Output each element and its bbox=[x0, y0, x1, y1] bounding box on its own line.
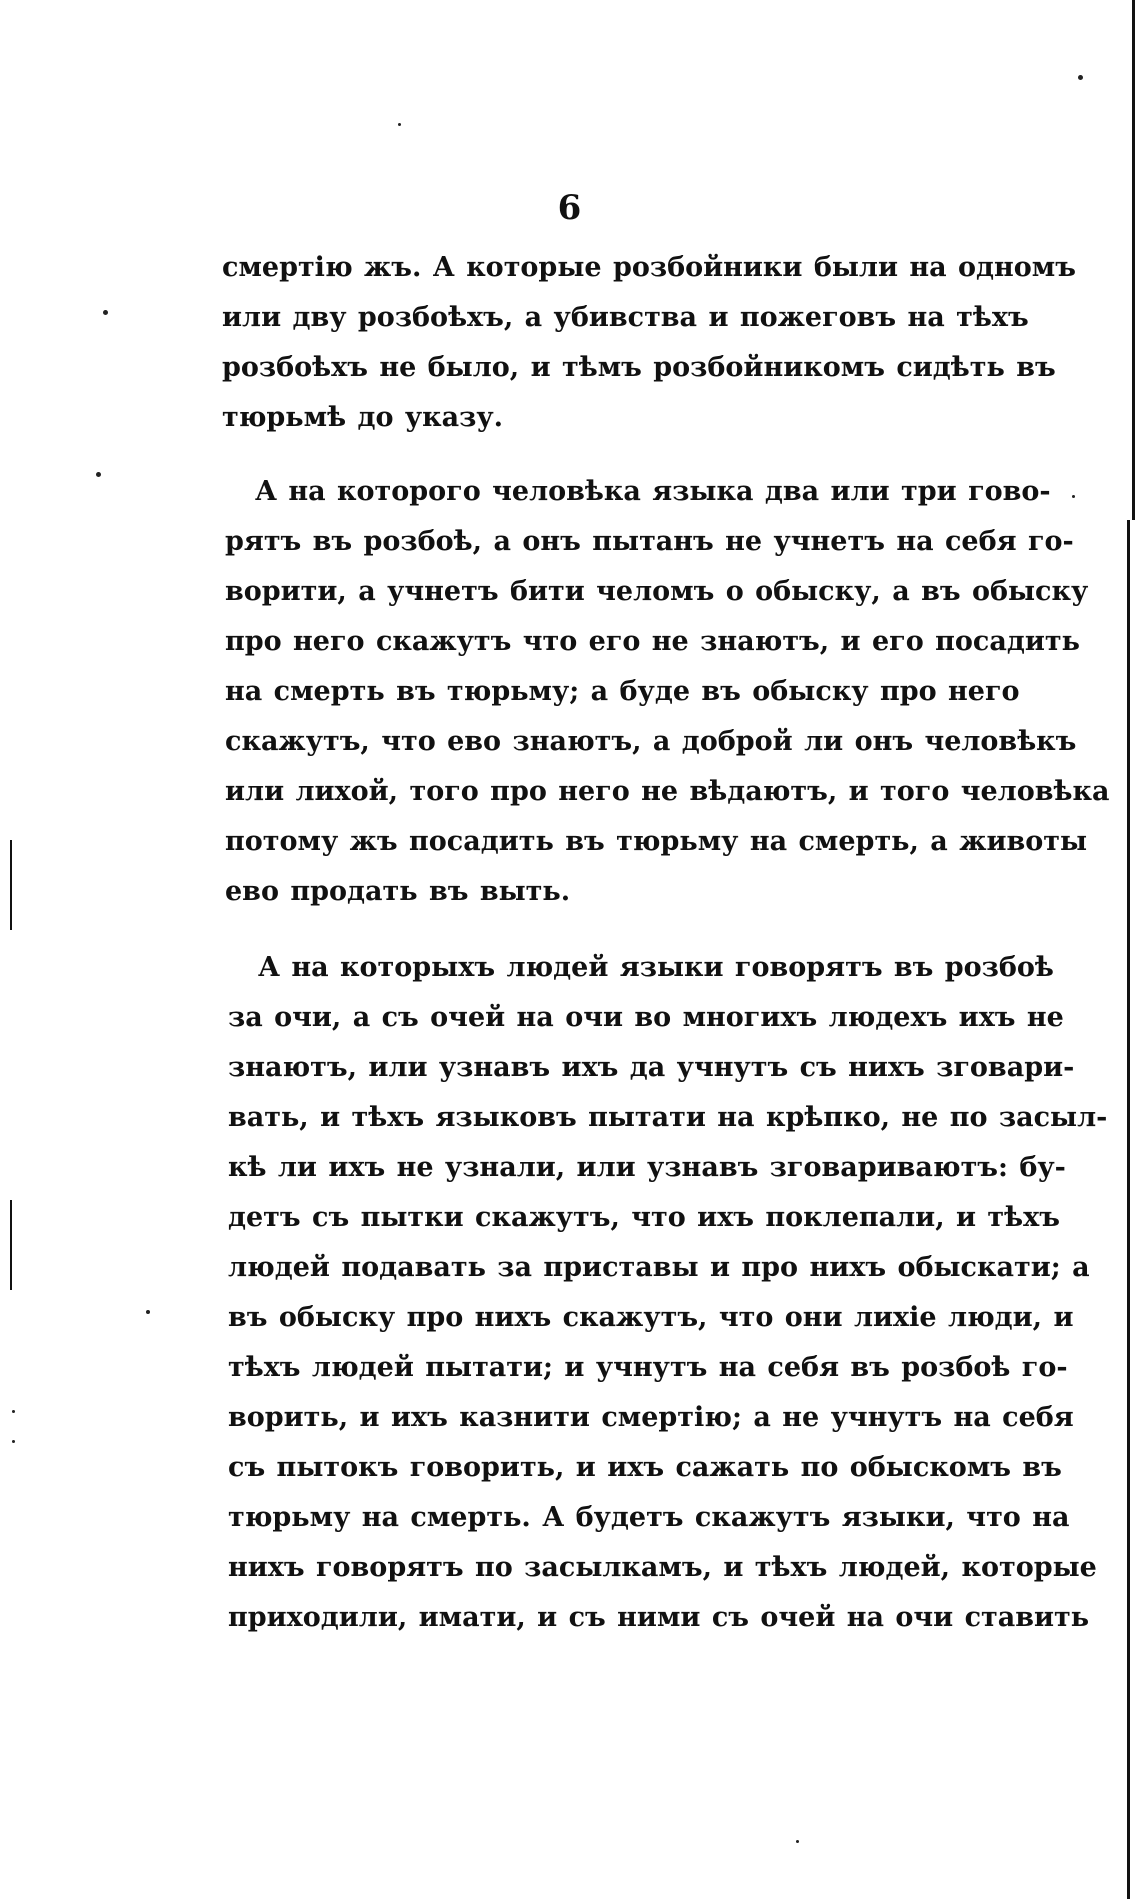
scan-speck bbox=[146, 1310, 150, 1314]
scan-speck bbox=[12, 1440, 15, 1443]
text-line: А на которого человѣка языка два или три гово- bbox=[255, 476, 1051, 507]
text-line: съ пытокъ говорить, и ихъ сажать по обыскомъ въ bbox=[228, 1452, 1062, 1483]
text-line: вать, и тѣхъ языковъ пытати на крѣпко, не по засыл- bbox=[228, 1102, 1108, 1133]
text-line: людей подавать за приставы и про нихъ обыскати; а bbox=[228, 1252, 1090, 1283]
text-line: или лихой, того про него не вѣдаютъ, и того человѣка bbox=[225, 776, 1110, 807]
scan-speck bbox=[398, 123, 401, 126]
text-line: или дву розбоѣхъ, а убивства и пожеговъ на тѣхъ bbox=[222, 302, 1029, 333]
binding-edge bbox=[1132, 0, 1135, 520]
text-line: тѣхъ людей пытати; и учнутъ на себя въ розбоѣ го- bbox=[228, 1352, 1068, 1383]
text-line: тюрьмѣ до указу. bbox=[222, 402, 504, 433]
text-line: ево продать въ выть. bbox=[225, 876, 571, 907]
text-line: потому жъ посадить въ тюрьму на смерть, а животы bbox=[225, 826, 1088, 857]
scan-speck bbox=[1072, 495, 1075, 498]
text-line: ворити, а учнетъ бити челомъ о обыску, а въ обыску bbox=[225, 576, 1089, 607]
text-line: скажутъ, что ево знаютъ, а доброй ли онъ человѣкъ bbox=[225, 726, 1077, 757]
scan-speck bbox=[103, 310, 108, 315]
text-line: розбоѣхъ не было, и тѣмъ розбойникомъ сидѣть въ bbox=[222, 352, 1056, 383]
text-line: рятъ въ розбоѣ, а онъ пытанъ не учнетъ на себя го- bbox=[225, 526, 1074, 557]
scan-speck bbox=[1078, 75, 1083, 80]
text-line: знаютъ, или узнавъ ихъ да учнутъ съ нихъ зговари- bbox=[228, 1052, 1075, 1083]
margin-mark bbox=[10, 840, 12, 930]
text-line: А на которыхъ людей языки говорятъ въ розбоѣ bbox=[258, 952, 1054, 983]
text-line: нихъ говорятъ по засылкамъ, и тѣхъ людей, которые bbox=[228, 1552, 1097, 1583]
margin-mark bbox=[10, 1200, 12, 1290]
text-line: за очи, а съ очей на очи во многихъ людехъ ихъ не bbox=[228, 1002, 1064, 1033]
text-line: смертію жъ. А которые розбойники были на одномъ bbox=[222, 252, 1076, 283]
text-line: на смерть въ тюрьму; а буде въ обыску про него bbox=[225, 676, 1020, 707]
scan-speck bbox=[12, 1410, 15, 1413]
scan-speck bbox=[796, 1840, 799, 1843]
text-line: тюрьму на смерть. А будетъ скажутъ языки, что на bbox=[228, 1502, 1070, 1533]
text-line: детъ съ пытки скажутъ, что ихъ поклепали, и тѣхъ bbox=[228, 1202, 1060, 1233]
scan-speck bbox=[96, 472, 101, 477]
page-number: 6 bbox=[557, 188, 583, 228]
binding-edge bbox=[1127, 520, 1130, 1899]
text-line: кѣ ли ихъ не узнали, или узнавъ зговариваютъ: бу- bbox=[228, 1152, 1066, 1183]
text-line: ворить, и ихъ казнити смертію; а не учнутъ на себя bbox=[228, 1402, 1074, 1433]
text-line: про него скажутъ что его не знаютъ, и его посадить bbox=[225, 626, 1080, 657]
text-line: приходили, имати, и съ ними съ очей на очи ставить bbox=[228, 1602, 1090, 1633]
text-line: въ обыску про нихъ скажутъ, что они лихіе люди, и bbox=[228, 1302, 1074, 1333]
